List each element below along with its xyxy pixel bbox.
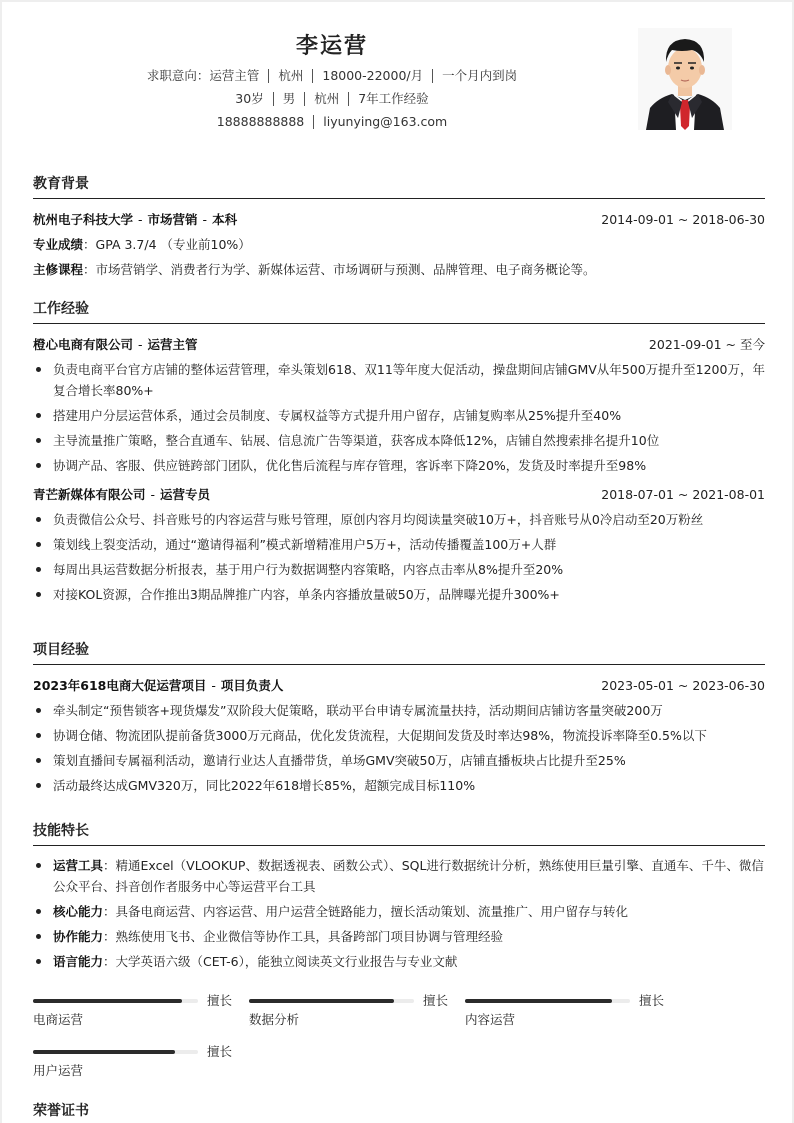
courses-label: 主修课程 (33, 262, 84, 277)
school-name: 杭州电子科技大学 (33, 212, 134, 227)
gpa-line: 专业成绩：GPA 3.7/4 （专业前10%） (33, 237, 251, 252)
section-title: 荣誉证书 (33, 1103, 89, 1119)
skill-bar-data-analysis (249, 992, 449, 1032)
job-role: 运营专员 (160, 487, 211, 502)
list-item: 牵头制定“预售锁客+现货爆发”双阶段大促策略，联动平台申请专属流量扶持，活动期间店铺访客量突破200万 (33, 698, 765, 723)
job-header: 青芒新媒体有限公司 - 运营专员 2018-07-01 ~ 2021-08-01 (33, 482, 765, 507)
list-item: 协调产品、客服、供应链跨部门团队，优化售后流程与库存管理，客诉率下降20%，发货及时率提升至98% (33, 453, 765, 478)
skill-text: 熟练使用飞书、企业微信等协作工具，具备跨部门项目协调与管理经验 (115, 929, 504, 944)
skill-level: 擅长 (207, 993, 233, 1008)
skill-name: 电商运营 (33, 1012, 84, 1027)
expected-salary: 18000-22000/月 (322, 68, 424, 83)
target-city: 杭州 (278, 68, 304, 83)
skill-item: 核心能力：具备电商运营、内容运营、用户运营全链路能力，擅长活动策划、流量推广、用户留存与转化 (33, 899, 765, 924)
skill-track (465, 999, 630, 1003)
courses-value: 市场营销学、消费者行为学、新媒体运营、市场调研与预测、品牌管理、电子商务概论等。 (95, 262, 596, 277)
education-entry-header (33, 207, 765, 232)
skill-bar-ecommerce (33, 992, 233, 1032)
list-item: 每周出具运营数据分析报表，基于用户行为数据调整内容策略，内容点击率从8%提升至20% (33, 557, 765, 582)
list-item: 搭建用户分层运营体系，通过会员制度、专属权益等方式提升用户留存，店铺复购率从25%提升至40% (33, 403, 765, 428)
divider (304, 92, 305, 106)
job-role: 运营主管 (147, 337, 198, 352)
courses-line: 主修课程：市场营销学、消费者行为学、新媒体运营、市场调研与预测、品牌管理、电子商务概论等。 (33, 262, 596, 277)
section-title: 教育背景 (33, 172, 765, 199)
personal-info-row (2, 87, 662, 110)
job-entry (33, 482, 765, 607)
list-item: 对接KOL资源，合作推出3期品牌推广内容，单条内容播放量破50万，品牌曝光提升300%+ (33, 582, 765, 607)
divider (273, 92, 274, 106)
job-entry (33, 332, 765, 478)
divider (313, 115, 314, 129)
skill-level: 擅长 (639, 993, 665, 1008)
list-item: 策划直播间专属福利活动，邀请行业达人直播带货，单场GMV突破50万，店铺直播板块占比提升至25% (33, 748, 765, 773)
project-role: 项目负责人 (220, 678, 284, 693)
list-item: 负责电商平台官方店铺的整体运营管理，牵头策划618、双11等年度大促活动，操盘期间店铺GMV从年500万提升至1200万，年复合增长率80%+ (33, 357, 765, 403)
phone: 18888888888 (216, 114, 305, 129)
availability: 一个月内到岗 (442, 68, 518, 83)
job-intention: 求职意向：运营主管 (146, 68, 260, 83)
section-title: 项目经验 (33, 638, 765, 665)
skill-item: 语言能力：大学英语六级（CET-6），能独立阅读英文行业报告与专业文献 (33, 949, 765, 974)
skill-label: 语言能力 (53, 954, 104, 969)
avatar (638, 28, 732, 130)
skill-name: 用户运营 (33, 1063, 84, 1078)
divider (348, 92, 349, 106)
skills-list (33, 853, 765, 974)
honors-section (33, 1099, 765, 1123)
location: 杭州 (314, 91, 340, 106)
skill-fill (33, 1050, 175, 1054)
work-section (33, 297, 765, 607)
skill-fill (249, 999, 394, 1003)
company-name: 青芒新媒体有限公司 (33, 487, 146, 502)
skill-label: 协作能力 (53, 929, 104, 944)
section-title: 技能特长 (33, 819, 765, 846)
skill-fill (465, 999, 612, 1003)
list-item: 协调仓储、物流团队提前备货3000万元商品，优化发货流程，大促期间发货及时率达98%，物流投诉率降至0.5%以下 (33, 723, 765, 748)
section-title: 工作经验 (33, 297, 765, 324)
education-title: 杭州电子科技大学 - 市场营销 - 本科 (33, 212, 238, 227)
job-header: 橙心电商有限公司 - 运营主管 2021-09-01 ~ 至今 (33, 332, 765, 357)
email[interactable]: liyunying@163.com (323, 114, 448, 129)
skill-text: 具备电商运营、内容运营、用户运营全链路能力，擅长活动策划、流量推广、用户留存与转化 (115, 904, 629, 919)
gpa-label: 专业成绩 (33, 237, 84, 252)
projects-section (33, 638, 765, 798)
job-bullets (33, 507, 765, 607)
degree: 本科 (212, 212, 238, 227)
candidate-name: 李运营 (295, 34, 368, 59)
skill-fill (33, 999, 182, 1003)
project-name: 2023年618电商大促运营项目 (33, 678, 207, 693)
education-section (33, 172, 765, 282)
divider (312, 69, 313, 83)
divider (432, 69, 433, 83)
list-item: 活动最终达成GMV320万，同比2022年618增长85%，超额完成目标110% (33, 773, 765, 798)
skill-label: 运营工具 (53, 858, 104, 873)
skill-text: 精通Excel（VLOOKUP、数据透视表、函数公式）、SQL进行数据统计分析，熟练使用巨量引擎、直通车、千牛、微信公众平台、抖音创作者服务中心等运营平台工具 (53, 858, 764, 894)
skill-track (33, 999, 198, 1003)
skill-name: 内容运营 (465, 1012, 516, 1027)
list-item: 策划线上裂变活动，通过“邀请得福利”模式新增精准用户5万+，活动传播覆盖100万+人群 (33, 532, 765, 557)
education-date: 2014-09-01 ~ 2018-06-30 (601, 212, 765, 227)
gpa-value: GPA 3.7/4 （专业前10%） (95, 237, 251, 252)
experience-years: 7年工作经验 (358, 91, 429, 106)
skill-track (249, 999, 414, 1003)
age: 30岁 (235, 91, 264, 106)
skill-text: 大学英语六级（CET-6），能独立阅读英文行业报告与专业文献 (115, 954, 458, 969)
company-name: 橙心电商有限公司 (33, 337, 134, 352)
list-item: 负责微信公众号、抖音账号的内容运营与账号管理，原创内容月均阅读量突破10万+，抖音账号从0冷启动至20万粉丝 (33, 507, 765, 532)
skill-name: 数据分析 (249, 1012, 300, 1027)
skills-section (33, 819, 765, 974)
skill-item: 运营工具：精通Excel（VLOOKUP、数据透视表、函数公式）、SQL进行数据统计分析，熟练使用巨量引擎、直通车、千牛、微信公众平台、抖音创作者服务中心等运营平台工具 (33, 853, 765, 899)
job-bullets (33, 357, 765, 478)
major: 市场营销 (147, 212, 198, 227)
skill-track (33, 1050, 198, 1054)
project-date: 2023-05-01 ~ 2023-06-30 (601, 678, 765, 693)
skill-item: 协作能力：熟练使用飞书、企业微信等协作工具，具备跨部门项目协调与管理经验 (33, 924, 765, 949)
skill-bar-content (465, 992, 665, 1032)
project-header: 2023年618电商大促运营项目 - 项目负责人 2023-05-01 ~ 2023-06-30 (33, 673, 765, 698)
list-item: 主导流量推广策略，整合直通车、钻展、信息流广告等渠道，获客成本降低12%，店铺自然搜索排名提升10位 (33, 428, 765, 453)
skill-bar-user-ops (33, 1043, 233, 1083)
job-intention-row (2, 64, 662, 87)
skill-level: 擅长 (207, 1044, 233, 1059)
avatar-photo-icon (638, 28, 732, 130)
gender: 男 (282, 91, 296, 106)
job-date: 2021-09-01 ~ 至今 (648, 337, 765, 352)
contact-row (2, 110, 662, 133)
project-bullets (33, 698, 765, 798)
skill-level: 擅长 (423, 993, 449, 1008)
job-date: 2018-07-01 ~ 2021-08-01 (601, 487, 765, 502)
resume-header (2, 30, 662, 133)
skill-label: 核心能力 (53, 904, 104, 919)
divider (268, 69, 269, 83)
